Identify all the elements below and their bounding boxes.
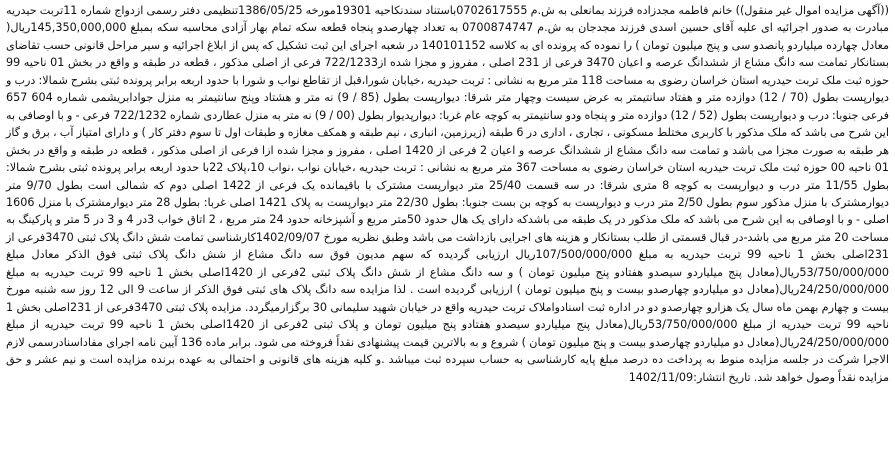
auction-notice-text: ((آگهی مزایده اموال غیر منقول)) خانم فاطمه مجدزاده فرزند بمانعلی به ش.م 0702617555باستناد سندنکاحیه 19301مورخه 1386/05/25تنظیمی دفتر رسمی ازدواج شماره 11تربت حیدریه مبادرت به صدور اجرائیه ای علیه آقای حسین اسدی فرزند مجدجان به ش.م 0700874747 به تعداد چهارصدو پنجاه قطعه سکه تمام بهار آزادی محاسبه سکه بمبلغ 145,350,000,000ریال( معادل چهارده میلیاردو پانصدو سی و پنج میلیون تومان ) را نموده که پرونده ای به کلاسه 140101152 در شعبه اجرای این ثبت تشکیل که پس از ابلاغ اجرائیه و سیر مراحل قانونی حسب تقاضای بستانکار تمامت سه دانگ مشاع از ششدانگ عرصه و اعیان 3470 فرعی از 231 اصلی ، مفروز و مجزا شده از722/1233 فرعی از اصلی مذکور ، قطعه در طبقه و واقع در بخش 01 ناحیه 99 حوزه ثبت ملک تربت حیدریه استان خراسان رضوی به مساحت 118 متر مربع به نشانی : تربت حیدریه ،خیابان شورا،قبل از تقاطع نواب و شورا با حدود اربعه برابر پرونده ثبتی بشرح شمالا: درب و دیوارپست بطول (70 / 12) دوازده متر و هفتاد سانتیمتر به عرض سیست وچهار متر شرقا: دیوارپست بطول (85 / 9) نه متر و هشتاد وپنج سانتیمتر به منزل جوادابریشمی شماره 604 657 فرعی جنوبا: درب و دیوارپست بطول (52 / 12) دوازده متر و پنجاه ودو سانتیمتر به کوچه عام غربا: دیوارپدیوار بطول (00 / 9) نه متر به منزل عطاردی شماره 722/1232 فرعی - و با اوصافی به این شرح می باشد که ملک مذکور با کاربری مختلط مسکونی ، تجاری ، اداری در 6 طبقه (زیرزمین، انباری ، نیم طبقه و همکف مغازه و طبقات اول تا سوم دفتر کار ) و دارای امتیاز آب ، برق و گاز هر طبقه به صورت مجزا می باشد و تمامت سه دانگ مشاع از ششدانگ عرصه و اعیان 2 فرعی از 1420 اصلی ، مفروز و مجزا شده ازا فرعی از اصلی مذکور ، قطعه در طبقه و واقع در بخش 01 ناحیه 00 حوزه ثبت ملک تربت حیدریه استان خراسان رضوی به مساحت 367 متر مربع به نشانی : تربت حیدریه ،خیابان نواب ،نواب 10،پلاک 22با حدود اربعه برابر پرونده ثبتی بشرح شمالا: بطول 11/55 متر درب و دیوارپست به کوچه 8 متری شرقا: در سه قسمت 25/40 متر دیوارپست مشترک با باقیمانده یک فرعی از 1422 اصلی دوم که شمالی است بطول 9/70 متر دیوارمشترک با منزل مذکور سوم بطول 2/50 متر درب و دیوارپست به کوچه بن بست جنوبا: بطول 22/30 متر دیوارپست به پلاک 1421 اصلی غربا: بطول 28 متر دیوارمشترک با منزل 1606 اصلی - و با اوصافی به این شرح می باشد که ملک مذکور در یک طبقه می باشدکه دارای یک هال حدود 50متر مربع و آشپزخانه حدود 24 متر مربع ، 2 اتاق خواب 3در 4 و 3 در 5 متر و پارکینگ به مساحت 20 متر مربع می باشد-در قبال قسمتی از طلب بستانکار و هزینه های اجرایی بازداشت می باشد وطبق نظریه مورخ 1402/09/07کارشناسی تمامت شش دانگ پلاک ثبتی 3470فرعی از 231اصلی بخش 1 ناحیه 99 تربت حیدریه به مبلغ 107/500/000/000ریال ارزیابی گردیده که سهم مدیون فوق سه دانگ مشاع از شش دانگ پلاک ثبتی فوق الذکر معادل مبلغ 53/750/000/000ریال(معادل پنج میلیاردو سیصدو هفتادو پنج میلیون تومان ) و سه دانگ مشاع از شش دانگ پلاک ثبتی 2فرعی از 1420اصلی بخش 1 ناحیه 99 تربت حیدریه به مبلغ 24/250/000/000ریال(معادل دو میلیاردو چهارصدو بیست و پنج میلیون تومان ) ارزیابی گردیده است . لذا مزایده سه دانگ پلاک های ثبتی فوق الذکر از ساعت 9 الی 12 روز سه شنبه مورخ بیست و چهارم بهمن ماه سال یک هزارو چهارصدو دو در اداره ثبت اسنادواملاک تربت حیدریه واقع در خیابان شهید سلیمانی 30 برگزارمیگردد. مزایده پلاک ثبتی 3470فرعی از 231اصلی بخش 1 ناحیه 99 تربت حیدریه از مبلغ 53/750/000/000ریال(معادل پنج میلیاردو سیصدو هفتادو پنج میلیون تومان و پلاک ثبتی 2فرعی از 1420اصلی بخش 1 ناحیه 99 تربت حیدریه از مبلغ 24/250/000/000ریال(معادل دو میلیاردو چهارصدو بیست و پنج میلیون تومان ) شروع و به بالاترین قیمت پیشنهادی نقداً فروخته می شود. برابر ماده 136 آیین نامه اجرای مفاداسنادرسمی لازم الاجرا شرکت در جلسه مزایده منوط به پرداخت ده درصد مبلغ پایه کارشناسی به حساب سپرده ثبت میباشد .و کلیه هزینه های قانونی و احتمالی به عهده برنده مزایده است و نیم عشر و حق مزایده نقداً وصول خواهد شد. تاریخ انتشار:1402/11/09: [6, 4, 890, 384]
